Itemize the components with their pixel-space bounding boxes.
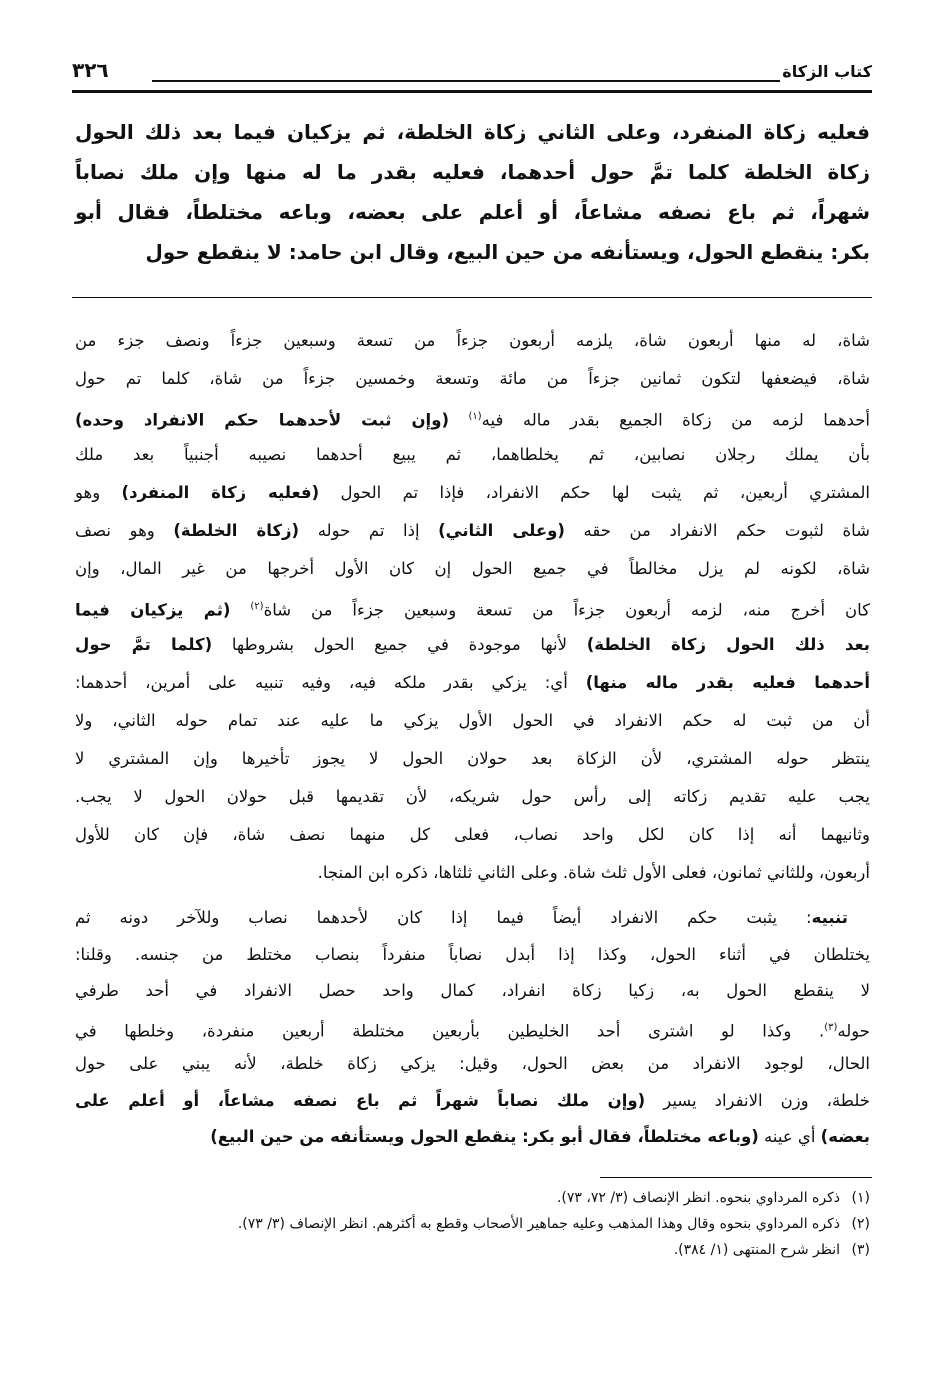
text-segment: . وكذا لو اشترى أحد الخليطين بأربعين مختلطة أربعين منفردة، وخلطها في — [75, 1021, 825, 1040]
text-line — [75, 192, 870, 232]
bold-quote: (وإن ملك نصاباً شهراً ثم باع نصفه مشاعاً، أو أعلم على — [75, 1090, 646, 1110]
text-line — [75, 550, 870, 588]
text-segment: شاة لثبوت حكم الانفراد من حقه — [564, 521, 870, 540]
footnote-divider — [600, 1177, 872, 1178]
text-segment: لأنها موجودة في جميع الحول بشروطها — [212, 635, 587, 654]
bold-quote: (فعليه زكاة المنفرد) — [121, 483, 320, 502]
text-segment: أن من ثبت له حكم الانفراد في الحول الأول يزكي ما عليه عند تمام حوله الثاني، ولا — [75, 711, 870, 730]
bold-quote: تنبيه — [811, 908, 848, 927]
text-line — [75, 900, 870, 937]
text-segment — [449, 411, 468, 430]
matn-text — [75, 112, 870, 272]
text-line — [75, 778, 870, 816]
bold-quote: (زكاة الخلطة) — [173, 521, 300, 540]
text-line — [75, 1046, 870, 1083]
bold-quote: (وباعه مختلطاً، فقال أبو بكر: ينقطع الحول ويستأنفه من حين البيع) — [210, 1127, 759, 1146]
footnote-number: (١) — [851, 1190, 870, 1206]
text-line — [75, 588, 870, 626]
bold-quote: (وعلى الثاني) — [438, 521, 565, 540]
commentary-paragraph — [75, 322, 870, 892]
text-segment: إذا تم حوله — [299, 521, 439, 540]
text-line — [75, 1010, 870, 1047]
bold-quote: (ثم يزكيان فيما — [75, 600, 231, 620]
text-line — [75, 973, 870, 1010]
text-segment: بأن يملك رجلان نصابين، ثم يخلطاهما، ثم يبيع أحدهما نصيبه أجنبياً بعد ملك — [75, 445, 870, 464]
bold-quote: بعد ذلك الحول زكاة الخلطة) — [586, 635, 870, 654]
text-segment: شاة، لكونه لم يزل مخالطاً في جميع الحول إن كان الأول أخرجها من غير المال، وإن — [75, 559, 870, 578]
text-segment: أي عينه — [758, 1127, 821, 1146]
text-line — [75, 152, 870, 192]
text-line — [75, 937, 870, 974]
text-segment: أحدهما لزمه من زكاة الجميع بقدر ماله فيه — [481, 410, 870, 430]
text-line — [75, 1119, 870, 1156]
text-segment: لا ينقطع الحول به، زكيا زكاة انفراد، كمال واحد حصل الانفراد في أحد طرفي — [75, 981, 870, 1000]
footnote-marker: (٣) — [824, 1021, 838, 1033]
footnote-number: (٣) — [851, 1242, 870, 1258]
text-line — [75, 398, 870, 436]
footnote — [75, 1211, 870, 1237]
text-segment: زكاة الخلطة كلما تمَّ حول أحدهما، فعليه بقدر ما له منها وإن ملك نصاباً — [75, 160, 870, 184]
matn-divider — [72, 297, 872, 298]
footnote-marker: (١) — [468, 411, 482, 422]
text-line — [75, 322, 870, 360]
text-segment: يختلطان في أثناء الحول، وكذا إذا أبدل نصاباً منفرداً بنصاب مختلط من جنسه. وقلنا: — [75, 944, 870, 964]
commentary-note-paragraph — [75, 900, 870, 1156]
text-line — [75, 436, 870, 474]
footnote-text: ذكره المرداوي بنحوه وقال وهذا المذهب وعليه جماهير الأصحاب وقطع به أكثرهم. انظر الإنصاف (٣/ ٧٣). — [237, 1216, 840, 1232]
bold-quote: بعضه) — [820, 1127, 870, 1146]
bold-quote: أحدهما فعليه بقدر ماله منها) — [585, 673, 870, 692]
text-segment: وثانيهما أنه إذا كان لكل واحد نصاب، فعلى كل منهما نصف شاة، فإن كان للأول — [75, 825, 870, 844]
footnote — [75, 1237, 870, 1263]
footnotes — [75, 1185, 870, 1263]
running-header-title: كتاب الزكاة — [782, 62, 872, 81]
text-segment: شاة، له منها أربعون شاة، يلزمه أربعون جزءاً من تسعة وسبعين جزءاً ونصف جزء من — [75, 331, 870, 350]
text-segment: وهو — [75, 483, 122, 502]
text-segment: أربعون، وللثاني ثمانون، فعلى الأول ثلث شاة. وعلى الثاني ثلثاها، ذكره ابن المنجا. — [317, 863, 870, 882]
text-segment: شاة، فيضعفها لتكون ثمانين جزءاً من مائة وتسعة وخمسين جزءاً من شاة، كلما تم حول — [75, 369, 870, 388]
text-segment — [230, 601, 250, 620]
bold-quote: (وإن ثبت لأحدهما حكم الانفراد وحده) — [75, 410, 449, 430]
text-segment: أي: يزكي بقدر ملكه فيه، وفيه تنبيه على أمرين، أحدهما: — [75, 673, 586, 692]
text-line — [75, 112, 870, 152]
text-segment: وهو نصف — [75, 521, 174, 540]
text-line — [75, 1083, 870, 1120]
text-line — [75, 232, 870, 272]
text-segment: بكر: ينقطع الحول، ويستأنفه من حين البيع، وقال ابن حامد: لا ينقطع حول — [145, 240, 870, 264]
footnote-marker: (٢) — [250, 601, 264, 612]
text-line — [75, 702, 870, 740]
footnote — [75, 1185, 870, 1211]
text-line — [75, 512, 870, 550]
text-segment: كان أخرج منه، لزمه أربعون جزءاً من تسعة وسبعين جزءاً من شاة — [263, 600, 871, 620]
text-segment: المشتري أربعين، ثم يثبت لها حكم الانفراد، فإذا تم الحول — [319, 483, 871, 502]
text-line — [75, 474, 870, 512]
text-line — [75, 854, 870, 892]
running-header — [72, 58, 872, 88]
text-line — [75, 664, 870, 702]
text-segment: ينتظر حوله المشتري، لأن الزكاة بعد حولان الحول لا يجوز تأخيرها وإن المشتري لا — [75, 749, 870, 768]
text-line — [75, 626, 870, 664]
text-line — [75, 816, 870, 854]
bold-quote: (كلما تمَّ حول — [75, 635, 213, 654]
page-number: ٣٢٦ — [72, 58, 109, 82]
text-segment: يجب عليه تقديم زكاته إلى رأس حول شريكه، لأن تقديمها قبل حولان الحول لا يجب. — [75, 787, 870, 806]
text-segment: فعليه زكاة المنفرد، وعلى الثاني زكاة الخلطة، ثم يزكيان فيما بعد ذلك الحول — [75, 120, 870, 144]
text-line — [75, 360, 870, 398]
text-segment: خلطة، وزن الانفراد يسير — [645, 1090, 871, 1110]
text-segment: : يثبت حكم الانفراد أيضاً فيما إذا كان لأحدهما نصاب وللآخر دونه ثم — [75, 908, 812, 927]
footnote-text: ذكره المرداوي بنحوه. انظر الإنصاف (٣/ ٧٢، ٧٣). — [556, 1190, 840, 1206]
text-segment: حوله — [837, 1021, 870, 1040]
footnote-text: انظر شرح المنتهى (١/ ٣٨٤). — [673, 1242, 840, 1258]
text-line — [75, 740, 870, 778]
footnote-number: (٢) — [851, 1216, 870, 1232]
text-segment: الحال، لوجود الانفراد من بعض الحول، وقيل: يزكي زكاة خلطة، لأنه يبني على حول — [75, 1054, 870, 1073]
text-segment: شهراً، ثم باع نصفه مشاعاً، أو أعلم على بعضه، وباعه مختلطاً، فقال أبو — [75, 200, 870, 224]
header-rule — [152, 80, 780, 82]
header-divider — [72, 90, 872, 93]
